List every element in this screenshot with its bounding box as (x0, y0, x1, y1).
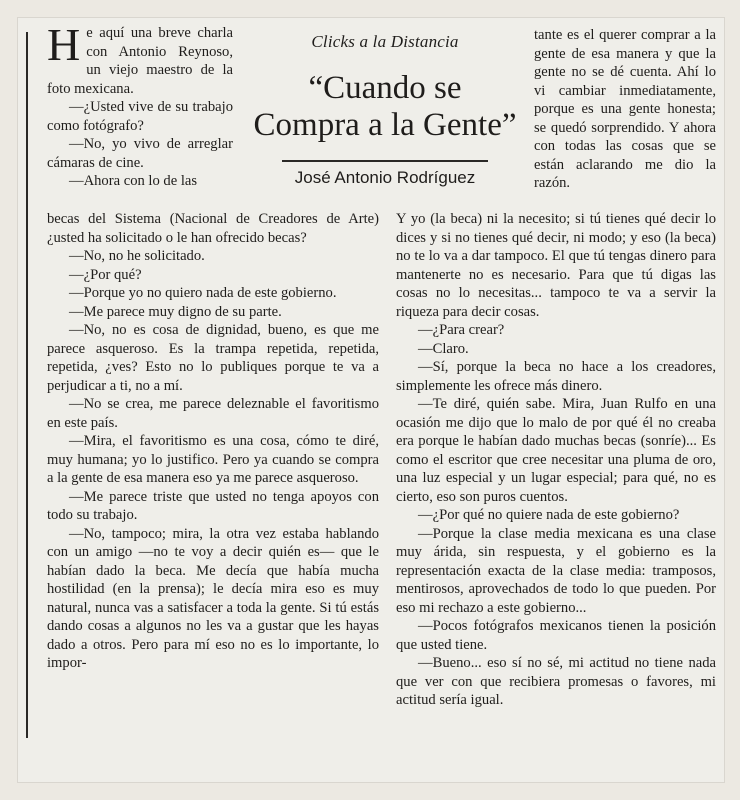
body-right-paragraph: —Sí, porque la beca no hace a los creadores, simplemente les ofrece más dinero. (396, 359, 716, 394)
body-right-paragraph: —Pocos fotógrafos mexicanos tienen la posición que usted tiene. (396, 618, 716, 653)
body-left-column (47, 210, 379, 673)
title-divider (282, 160, 488, 162)
body-right-paragraph: —¿Por qué no quiere nada de este gobierno? (418, 507, 680, 523)
body-right-paragraph: —Te diré, quién sabe. Mira, Juan Rulfo en una ocasión me dijo que lo malo de por qué él no creaba era porque le habían dado muchas becas (sonríe)... Es como el escritor que cree necesitar una pluma de oro, una luz especial y un lugar especial; para qué, no es cierto, eso son puros cuentos. (396, 396, 716, 505)
body-right-paragraph: —Bueno... eso sí no sé, mi actitud no tiene nada que ver con que recibiera promesas o favores, mi actitud sería igual. (396, 655, 716, 708)
body-right-first-paragraph: Y yo (la beca) ni la necesito; si tú tienes qué decir lo dices y si no tienes qué decir, ni modo; y eso (la beca) no te lo va a dar tampoco. El que tú tengas dinero para mantenerte no es necesario. Para que tú digas las cosas no lo necesitas... tampoco te va a servir la riqueza para decir cosas. (396, 211, 716, 320)
intro-paragraph: —Ahora con lo de las (69, 173, 198, 189)
body-left-paragraph: —Me parece muy digno de su parte. (69, 303, 282, 320)
left-column-rule (26, 32, 28, 738)
intro-paragraph: —¿Usted vive de su trabajo como fotógrafo? (47, 99, 233, 134)
title-line-1: “Cuando se (308, 70, 462, 106)
body-left-paragraph: —No, no he solicitado. (69, 248, 205, 264)
right-top-column (534, 26, 716, 193)
drop-cap: H (47, 19, 81, 70)
intro-paragraph: —No, yo vivo de arreglar cámaras de cine. (47, 136, 233, 171)
body-right-paragraph: —¿Para crear? (418, 322, 505, 338)
body-left-first-paragraph: becas del Sistema (Nacional de Creadores de Arte) ¿usted ha solicitado o le han ofrecido becas? (47, 211, 379, 246)
author-byline: José Antonio Rodríguez (294, 167, 476, 187)
intro-column (47, 19, 233, 191)
body-left-paragraph: —Porque yo no quiero nada de este gobierno. (69, 285, 337, 301)
body-left-paragraph: —No, no es cosa de dignidad, bueno, es que me parece asqueroso. Es la trampa repetida, repetida, repetida, ¿ves? Esto no lo publiques porque te va a perjudicar a ti, no a mí. (47, 322, 379, 394)
intro-first-paragraph (47, 19, 233, 98)
intro-first-text: e aquí una breve charla con Antonio Reynoso, un viejo maestro de la foto mexicana. (47, 25, 233, 97)
body-left-paragraph: —Me parece triste que usted no tenga apoyos con todo su trabajo. (47, 488, 379, 523)
body-left-paragraph: —Mira, el favoritismo es una cosa, cómo te diré, muy humana; yo lo justifico. Pero ya cuando se compra a la gente de esa manera eso ya me parece asqueroso. (47, 433, 379, 486)
title-line-2: Compra a la Gente” (253, 107, 517, 143)
body-right-paragraph: —Porque la clase media mexicana es una clase muy árida, sin respuesta, y el gobierno es la representación exacta de la clase media: tramposos, mentirosos, aprovechados de todo lo que pueden. Por eso mi rechazo a este gobierno... (396, 525, 716, 616)
body-right-paragraph: —Claro. (418, 340, 469, 357)
body-left-paragraph: —No, tampoco; mira, la otra vez estaba hablando con un amigo —no te voy a decir quién es— que le habían dado la beca. Me decía que había mucha hostilidad (en la prensa); le decía mira eso es muy natural, nunca vas a satisfacer a toda la gente. Si tú estás dando cosas a algunos no les va a gustar que les hayas dado a otros. Pero para mí eso no es lo importante, lo impor- (47, 525, 379, 671)
body-left-paragraph: —¿Por qué? (69, 266, 142, 283)
body-right-column (396, 210, 716, 710)
right-top-paragraph: tante es el querer comprar a la gente de esa manera y que la gente no se dé cuenta. Ahí lo vi cambiar inmediatamente, porque es una gente honesta; se quedó sorprendido. Y ahora con todas las cosas que se están aclarando me dio la razón. (534, 27, 716, 191)
article-title (244, 70, 526, 144)
article-header (244, 24, 526, 188)
newspaper-clipping (18, 18, 724, 782)
body-left-paragraph: —No se crea, me parece deleznable el favoritismo en este país. (47, 396, 379, 431)
section-name: Clicks a la Distancia (311, 32, 459, 51)
